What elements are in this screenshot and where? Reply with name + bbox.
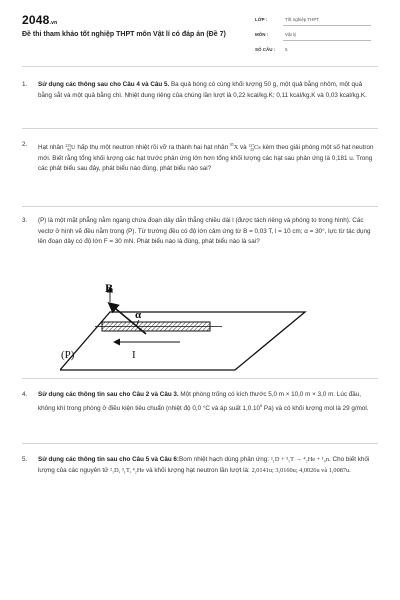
question-text xyxy=(38,140,376,175)
count-value: 5 xyxy=(285,47,288,52)
question-text: (P) là một mặt phẳng nằm ngang chứa đoạn dây dẫn thẳng chiều dài l (được tách riêng và phóng to trong hình). Các vectơ ở hình vẽ đều nằm trong (P). Từ trường đều có độ lớn cảm ứng từ B = 0,03 T, l = 10 cm; α = 30°, lực từ tác dụng lên đoạn dây có độ lớn F = 30 mN. Phát biểu nào là đúng, phát biểu nào là sai? xyxy=(38,217,371,245)
question-number: 2. xyxy=(22,141,28,148)
question-body: Ba quả bóng có cùng khối lượng 50 g, một quả bằng nhôm, một quả bằng sắt và một quả bằng chì. Nhiệt dung riêng của chúng lần lượt là 0,22 kcal/kg.K; 0,11 kcal/kg.K và 0,03 kcal/kg.K. xyxy=(38,81,367,99)
class-value: Tốt nghiệp THPT xyxy=(285,17,320,22)
question-divider xyxy=(22,378,378,379)
page-title: Đề thi tham khảo tốt nghiệp THPT môn Vật lí có đáp án (Đề 7) xyxy=(22,31,226,38)
x-nuclide xyxy=(230,144,238,151)
question-divider xyxy=(22,443,378,444)
question-text xyxy=(38,390,376,414)
plane-label: (P) xyxy=(61,349,75,361)
atomic-number: 92 xyxy=(67,147,72,152)
cesium-nuclide xyxy=(248,144,260,151)
text-segment: Bom nhiệt hạch dùng phản ứng: xyxy=(179,456,271,463)
element-symbol: X xyxy=(233,144,239,152)
question-divider xyxy=(22,206,378,207)
site-logo[interactable] xyxy=(22,13,57,27)
mass-number: 95 xyxy=(229,143,234,147)
mass-number: 137 xyxy=(248,143,255,148)
question-number: 4. xyxy=(22,391,28,398)
current-label: I xyxy=(132,349,136,361)
question-number: 3. xyxy=(22,217,28,224)
question-text xyxy=(38,80,376,101)
question-body: Một phòng trống có kích thước 5,0 m × 10,0 m × 3,0 m. Lúc đầu, không khí trong phòng ở điều kiện tiêu chuẩn (nhiệt độ 0,0 °C và áp suất 1,0.10 xyxy=(38,391,361,412)
text-segment: hấp thụ một neutron nhiệt rồi vỡ ra thành hai hạt nhân xyxy=(75,144,230,152)
class-underline xyxy=(283,25,371,26)
question-number: 5. xyxy=(22,456,28,463)
mass-values: 2,0141u; 3,0160u; 4,0026u và 1,0087u. xyxy=(251,466,351,474)
alpha-label: α xyxy=(135,309,142,321)
text-segment: Hạt nhân xyxy=(38,144,66,152)
logo-domain: .vn xyxy=(49,20,58,26)
logo-text: 2048 xyxy=(22,13,50,27)
mass-number: 235 xyxy=(65,143,72,148)
count-meta xyxy=(255,47,288,52)
question-text xyxy=(38,455,376,476)
subject-value: Vật lý xyxy=(285,32,297,37)
question-lead: Sử dụng các thông tin sau cho Câu 2 và Câu 3. xyxy=(38,391,179,398)
fusion-reaction: ²₁D + ³₁T → ⁴₂He + ¹₀n xyxy=(270,456,330,463)
question-number: 1. xyxy=(22,81,28,88)
header-divider xyxy=(22,66,378,67)
count-label: SỐ CÂU : xyxy=(255,47,276,52)
diagram-svg xyxy=(60,282,310,374)
text-segment: kèm theo giải phóng một số hạt neutron mới. Biết rằng tổng khối lượng các hạt trước phản ứng lớn hơn tổng khối lượng các hạt sau phản ứng là 0,181 u. Trong các phát biểu sau đây, phát biểu nào đúng, phát biểu nào sai? xyxy=(38,144,374,173)
subject-underline xyxy=(283,40,371,41)
magnetic-force-diagram xyxy=(60,282,310,374)
text-segment: . Cho biết khối lượng của các nguyên tử xyxy=(38,456,370,474)
text-segment: và xyxy=(238,144,249,152)
subject-label: MÔN : xyxy=(255,32,269,37)
subject-meta xyxy=(255,32,297,37)
atomic-number: 55 xyxy=(250,147,255,152)
question-divider xyxy=(22,128,378,129)
class-meta xyxy=(255,17,320,22)
nuclide-list: ²₁D, ³₁T, ⁴₂He xyxy=(110,466,145,474)
question-lead: Sử dụng các thông tin sau cho Câu 5 và Câu 6: xyxy=(38,456,180,463)
pressure-exponent: 5 xyxy=(259,402,263,408)
question-body-end: Pa) và có khối lượng mol là 29 g/mol. xyxy=(262,404,369,412)
page-header xyxy=(0,0,400,62)
element-symbol: U xyxy=(71,144,76,152)
element-symbol: Cs xyxy=(254,144,261,152)
text-segment: và khối lượng hạt neutron lần lượt là: xyxy=(144,466,252,474)
class-label: LỚP : xyxy=(255,17,268,22)
plane-p xyxy=(60,312,305,370)
question-lead: Sử dụng các thông sau cho Câu 4 và Câu 5. xyxy=(38,81,170,88)
uranium-nuclide xyxy=(65,144,75,151)
b-label: B xyxy=(105,282,114,295)
